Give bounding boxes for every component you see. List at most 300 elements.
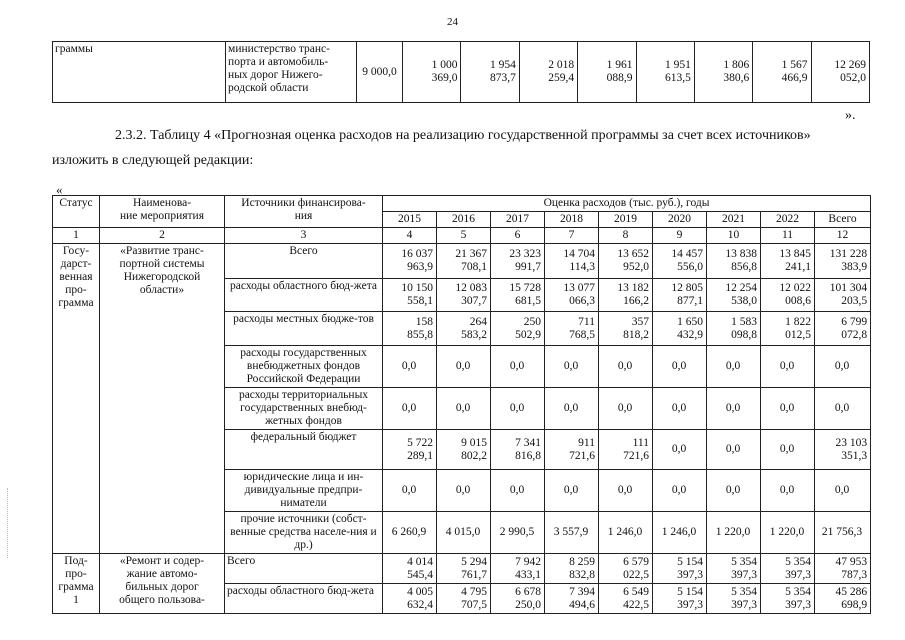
value-line: 21 756,3	[821, 526, 863, 538]
opening-quote: «	[56, 182, 63, 197]
value-line: 583,2	[461, 328, 487, 341]
value-line: 768,5	[569, 328, 595, 341]
value-cell	[437, 388, 491, 430]
value-line: 787,3	[841, 568, 868, 581]
value-line: 911	[578, 436, 595, 449]
column-number-row	[53, 228, 871, 244]
value-line: 6 579	[623, 555, 649, 568]
measure-name-line: «Ремонт и содер-	[119, 555, 205, 567]
status-line: венная	[59, 271, 93, 283]
value-cell	[707, 554, 761, 584]
value-line: 259,4	[548, 72, 575, 84]
value-line: 963,9	[407, 261, 433, 273]
value-cell	[761, 312, 815, 346]
value-line: 13 838	[725, 248, 757, 260]
value-cell	[491, 279, 545, 312]
value-cell	[815, 244, 871, 279]
value-line: 23 323	[509, 248, 541, 260]
value-line: 098,8	[731, 328, 757, 341]
value-line: 0,0	[455, 360, 471, 372]
value-cell	[815, 388, 871, 430]
value-cell	[761, 512, 815, 554]
value-line: 761,7	[461, 568, 487, 581]
value-cell	[437, 346, 491, 388]
value-cell	[437, 430, 491, 470]
measure-name-line: портной системы	[119, 258, 205, 270]
value-cell	[707, 430, 761, 470]
value-line: 101 304	[829, 282, 868, 294]
value-line: 1 806	[723, 59, 750, 71]
year-header: Всего	[815, 212, 871, 228]
value-line: 111	[632, 436, 649, 449]
value-line: 23 103	[835, 436, 868, 449]
value-line: 16 037	[401, 248, 433, 260]
value-line: 250	[523, 315, 541, 328]
value-line: 856,8	[731, 261, 757, 273]
value-line: 357	[631, 315, 649, 328]
status-cell	[53, 554, 100, 614]
value-line: 052,0	[840, 72, 866, 84]
estimate-header: Оценка расходов (тыс. руб.), годы	[383, 196, 871, 212]
value-cell	[545, 512, 599, 554]
value-line: 6 799	[841, 315, 868, 328]
status-line: 1	[73, 594, 79, 606]
value-line: 0,0	[779, 402, 795, 414]
value-line: 1 951	[664, 59, 691, 71]
value-line: 380,6	[723, 72, 750, 84]
value-cell	[437, 512, 491, 554]
status-cell	[53, 244, 100, 554]
column-number: 1	[53, 228, 100, 244]
value-line: 383,9	[841, 261, 868, 273]
expenditure-table	[52, 195, 871, 614]
value-line: 6 678	[515, 585, 541, 598]
value-cell	[707, 244, 761, 279]
value-line: 397,3	[731, 568, 757, 581]
value-line: 877,1	[677, 295, 703, 307]
value-cell	[383, 279, 437, 312]
value-line: 952,0	[623, 261, 649, 273]
funding-source-cell: юридические лица и ин-дивидуальные предпри-ниматели	[225, 470, 383, 512]
value-line: 47 953	[835, 555, 868, 568]
value-line: 0,0	[563, 360, 579, 372]
value-line: 1 822	[785, 315, 811, 328]
measure-name-cell	[100, 244, 225, 554]
value-line: 072,8	[841, 328, 868, 341]
measure-name-line: общего пользова-	[119, 594, 205, 606]
value-line: 0,0	[834, 484, 850, 496]
measure-name-line: области»	[139, 284, 185, 296]
measure-name-cell	[100, 554, 225, 614]
value-cell	[491, 244, 545, 279]
table-row	[53, 554, 871, 584]
value-line: 681,5	[515, 295, 541, 307]
value-line: 3 557,9	[553, 526, 589, 538]
value-line: 7 942	[515, 555, 541, 568]
value-cell	[653, 584, 707, 614]
year-header: 2015	[383, 212, 437, 228]
year-header: 2016	[437, 212, 491, 228]
value-line: 7 341	[515, 436, 541, 449]
value-cell	[383, 430, 437, 470]
value-cell	[545, 388, 599, 430]
value-cell	[694, 42, 752, 103]
executor-line: порта и автомобиль-	[228, 56, 329, 68]
funding-source-cell: прочие источники (собст-венные средства населе-ния и др.)	[225, 512, 383, 554]
value-cell	[599, 346, 653, 388]
column-number: 12	[815, 228, 871, 244]
value-line: 6 549	[623, 585, 649, 598]
value-line: 264	[469, 315, 487, 328]
value-line: 1 567	[781, 59, 808, 71]
value-line: 0,0	[455, 484, 471, 496]
value-line: 422,5	[623, 598, 649, 611]
value-cell	[707, 388, 761, 430]
value-line: 832,8	[569, 568, 595, 581]
value-line: 802,2	[461, 449, 487, 462]
value-line: 14 704	[563, 248, 595, 260]
amount-cell: 9 000,0	[356, 42, 402, 103]
value-line: 397,3	[731, 598, 757, 611]
value-cell	[653, 346, 707, 388]
value-cell	[707, 346, 761, 388]
status-line: грамма	[58, 297, 94, 309]
value-line: 114,3	[569, 261, 595, 273]
value-cell	[383, 470, 437, 512]
table-row	[53, 42, 870, 103]
value-cell	[383, 512, 437, 554]
value-cell	[761, 244, 815, 279]
status-line: дарст-	[60, 258, 92, 270]
sources-header-line: ния	[294, 210, 313, 222]
value-cell	[707, 512, 761, 554]
measure-name-line: Нижегородской	[123, 271, 201, 283]
value-line: 0,0	[617, 360, 633, 372]
value-line: 0,0	[509, 402, 525, 414]
measure-name-line: жание автомо-	[126, 568, 198, 580]
value-line: 1 650	[677, 315, 703, 328]
value-line: 0,0	[779, 360, 795, 372]
value-line: 433,1	[515, 568, 541, 581]
value-cell	[437, 279, 491, 312]
value-cell	[753, 42, 811, 103]
value-line: 0,0	[671, 360, 687, 372]
value-cell	[815, 584, 871, 614]
value-line: 0,0	[563, 402, 579, 414]
value-cell	[491, 346, 545, 388]
value-line: 0,0	[834, 402, 850, 414]
value-line: 0,0	[779, 443, 795, 455]
value-line: 45 286	[835, 585, 868, 598]
value-cell	[599, 388, 653, 430]
value-line: 5 722	[407, 436, 433, 449]
value-cell	[761, 346, 815, 388]
value-line: 0,0	[725, 443, 741, 455]
value-cell	[491, 554, 545, 584]
value-cell	[599, 512, 653, 554]
value-cell	[636, 42, 694, 103]
value-line: 12 083	[455, 282, 487, 294]
value-cell	[491, 388, 545, 430]
value-line: 8 259	[569, 555, 595, 568]
value-line: 10 150	[401, 282, 433, 294]
executor-line: ных дорог Нижего-	[228, 69, 323, 81]
value-cell	[491, 312, 545, 346]
column-number: 2	[100, 228, 225, 244]
value-cell	[761, 430, 815, 470]
value-line: 088,9	[606, 72, 633, 84]
column-number: 3	[225, 228, 383, 244]
funding-source-cell: Всего	[225, 554, 383, 584]
value-line: 0,0	[617, 484, 633, 496]
value-line: 1 246,0	[661, 526, 697, 538]
value-cell	[653, 312, 707, 346]
value-line: 4 795	[461, 585, 487, 598]
value-line: 7 394	[569, 585, 595, 598]
status-header: Статус	[53, 196, 100, 228]
value-cell	[653, 244, 707, 279]
executor-cell	[226, 42, 357, 103]
value-cell	[707, 312, 761, 346]
measure-name-line: «Развитие транс-	[120, 245, 204, 257]
status-line: грамма	[58, 581, 94, 593]
year-header: 2018	[545, 212, 599, 228]
value-line: 12 254	[725, 282, 757, 294]
status-line: Под-	[64, 555, 88, 567]
funding-source-cell: расходы территориальных государственных внебюд-жетных фондов	[225, 388, 383, 430]
value-cell	[403, 42, 461, 103]
value-line: 816,8	[515, 449, 541, 462]
value-cell	[815, 430, 871, 470]
value-line: 397,3	[785, 568, 811, 581]
value-cell	[599, 554, 653, 584]
column-number: 9	[653, 228, 707, 244]
value-line: 4 015,0	[445, 526, 481, 538]
value-cell	[383, 244, 437, 279]
value-line: 9 015	[461, 436, 487, 449]
value-line: 307,7	[461, 295, 487, 307]
value-cell	[761, 584, 815, 614]
value-cell	[519, 42, 577, 103]
value-line: 556,0	[677, 261, 703, 273]
value-cell	[599, 279, 653, 312]
value-line: 131 228	[829, 248, 868, 260]
value-cell	[653, 512, 707, 554]
value-line: 12 805	[671, 282, 703, 294]
value-line: 502,9	[515, 328, 541, 341]
value-line: 2 990,5	[499, 526, 535, 538]
executor-line: родской области	[228, 82, 309, 94]
value-line: 166,2	[623, 295, 649, 307]
value-cell	[383, 584, 437, 614]
value-line: 5 354	[731, 585, 757, 598]
value-line: 5 354	[785, 585, 811, 598]
year-header: 2017	[491, 212, 545, 228]
value-cell	[545, 554, 599, 584]
value-line: 5 154	[677, 555, 703, 568]
year-header: 2019	[599, 212, 653, 228]
value-cell	[815, 512, 871, 554]
value-line: 0,0	[725, 484, 741, 496]
value-line: 203,5	[841, 295, 868, 307]
amendment-paragraph: 2.3.2. Таблицу 4 «Прогнозная оценка расходов на реализацию государственной программы за счет всех источников»	[115, 128, 811, 143]
value-line: 250,0	[515, 598, 541, 611]
value-line: 5 354	[785, 555, 811, 568]
year-header: 2020	[653, 212, 707, 228]
value-cell	[437, 312, 491, 346]
value-line: 0,0	[725, 360, 741, 372]
value-cell	[437, 554, 491, 584]
value-line: 397,3	[677, 568, 703, 581]
table-row	[53, 244, 871, 279]
page-number: 24	[447, 16, 458, 28]
value-cell	[653, 470, 707, 512]
value-cell	[599, 584, 653, 614]
value-cell	[437, 470, 491, 512]
value-cell	[707, 470, 761, 512]
value-line: 12 269	[834, 59, 866, 71]
previous-table-tail	[52, 41, 870, 103]
value-line: 466,9	[781, 72, 808, 84]
value-line: 1 246,0	[607, 526, 643, 538]
value-line: 4 014	[407, 555, 433, 568]
value-line: 008,6	[785, 295, 811, 307]
funding-source-cell: федеральный бюджет	[225, 430, 383, 470]
value-cell	[707, 584, 761, 614]
value-cell	[653, 388, 707, 430]
value-cell	[383, 312, 437, 346]
value-cell	[815, 346, 871, 388]
measure-name-line: бильных дорог	[125, 581, 199, 593]
value-line: 698,9	[841, 598, 868, 611]
value-line: 1 961	[606, 59, 633, 71]
value-cell	[545, 312, 599, 346]
value-cell	[599, 244, 653, 279]
value-cell	[815, 554, 871, 584]
value-line: 369,0	[431, 72, 458, 84]
value-line: 708,1	[461, 261, 487, 273]
funding-source-cell: Всего	[225, 244, 383, 279]
column-number: 6	[491, 228, 545, 244]
sources-header-line: Источники финансирова-	[241, 197, 366, 209]
value-cell	[815, 312, 871, 346]
funding-source-cell: расходы областного бюд-жета	[225, 279, 383, 312]
value-line: 14 457	[671, 248, 703, 260]
value-cell	[383, 346, 437, 388]
value-line: 0,0	[725, 402, 741, 414]
value-line: 13 077	[563, 282, 595, 294]
scan-artifact	[7, 488, 10, 558]
amendment-paragraph-continuation: изложить в следующей редакции:	[52, 153, 254, 168]
value-cell	[761, 554, 815, 584]
value-line: 241,1	[785, 261, 811, 273]
value-cell	[545, 470, 599, 512]
value-line: 0,0	[509, 484, 525, 496]
value-line: 707,5	[461, 598, 487, 611]
value-cell	[545, 279, 599, 312]
column-number: 11	[761, 228, 815, 244]
value-cell	[707, 279, 761, 312]
value-cell	[653, 279, 707, 312]
value-cell	[383, 388, 437, 430]
value-line: 1 220,0	[769, 526, 805, 538]
funding-source-cell: расходы областного бюд-жета	[225, 584, 383, 614]
value-line: 289,1	[407, 449, 433, 462]
column-number: 10	[707, 228, 761, 244]
status-line: Госу-	[62, 245, 90, 257]
value-line: 711	[578, 315, 595, 328]
value-line: 13 182	[617, 282, 649, 294]
value-line: 613,5	[664, 72, 691, 84]
name-header-line: ние мероприятия	[120, 210, 204, 222]
value-cell	[578, 42, 636, 103]
value-cell	[653, 430, 707, 470]
value-line: 0,0	[401, 402, 417, 414]
value-line: 721,6	[623, 449, 649, 462]
value-line: 873,7	[489, 72, 516, 84]
value-line: 632,4	[407, 598, 433, 611]
value-line: 0,0	[509, 360, 525, 372]
value-line: 21 367	[455, 248, 487, 260]
value-cell	[545, 430, 599, 470]
sources-header	[225, 196, 383, 228]
value-line: 13 845	[779, 248, 811, 260]
value-line: 538,0	[731, 295, 757, 307]
value-line: 0,0	[671, 484, 687, 496]
value-line: 1 000	[431, 59, 458, 71]
value-cell	[491, 470, 545, 512]
value-line: 1 583	[731, 315, 757, 328]
column-number: 4	[383, 228, 437, 244]
value-line: 818,2	[623, 328, 649, 341]
value-line: 558,1	[407, 295, 433, 307]
value-cell	[545, 584, 599, 614]
value-line: 0,0	[617, 402, 633, 414]
value-line: 0,0	[401, 484, 417, 496]
value-line: 991,7	[515, 261, 541, 273]
program-label-cell: граммы	[53, 42, 226, 103]
year-header: 2022	[761, 212, 815, 228]
value-cell	[761, 388, 815, 430]
value-cell	[461, 42, 519, 103]
name-header	[100, 196, 225, 228]
value-cell	[653, 554, 707, 584]
value-cell	[599, 430, 653, 470]
value-cell	[811, 42, 869, 103]
closing-quote: ».	[845, 108, 856, 123]
executor-line: министерство транс-	[228, 43, 330, 55]
value-line: 397,3	[677, 598, 703, 611]
status-line: про-	[65, 284, 87, 296]
value-line: 2 018	[548, 59, 575, 71]
value-cell	[491, 430, 545, 470]
value-line: 4 005	[407, 585, 433, 598]
name-header-line: Наименова-	[132, 197, 192, 209]
column-number: 5	[437, 228, 491, 244]
value-line: 1 220,0	[715, 526, 751, 538]
value-cell	[599, 470, 653, 512]
value-line: 15 728	[509, 282, 541, 294]
value-line: 494,6	[569, 598, 595, 611]
value-cell	[383, 554, 437, 584]
header-row	[53, 196, 871, 212]
value-line: 6 260,9	[391, 526, 427, 538]
value-line: 0,0	[563, 484, 579, 496]
value-line: 397,3	[785, 598, 811, 611]
value-cell	[437, 244, 491, 279]
value-line: 012,5	[785, 328, 811, 341]
value-line: 0,0	[779, 484, 795, 496]
